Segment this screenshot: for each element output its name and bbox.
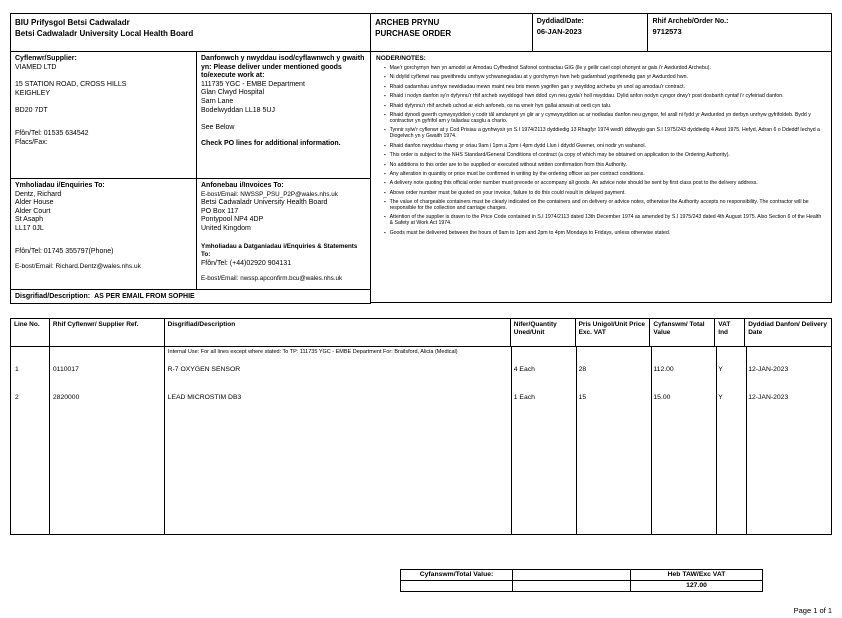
header-unit-price: Pris Unigol/Unit Price Exc. VAT [575,319,650,346]
enquiries-email: E-bost/Email: Richard.Dentz@wales.nhs.uk [15,263,141,271]
note-text: Mae'r gorchymyn hwn yn amodol ar Amodau Cyffredinol Safonol contractau GIG (lle y gellir cael copi ohonynt ar gais i'r Awdurdod Archebu). [389,65,711,71]
row-unit-price: 15 [578,394,587,401]
invoices-address-3: Pontypool NP4 4DP [201,216,264,224]
invoices-email-2: E-bost/Email: nwssp.apconfirm.bcu@wales.nhs.uk [201,275,343,283]
total-empty-cell [513,570,631,581]
spacer [15,72,192,81]
row-quantity: 4 Each [513,366,535,373]
note-text: Goods must be delivered between the hours of 9am to 1pm and 2pm to 4pm Mondays to Fridays, unless otherwise stated. [389,229,671,236]
table-row [11,366,831,374]
note-item [376,65,826,71]
check-po-note: Check PO lines for additional information. [201,139,341,147]
note-text: Rhaid dyfynnu'r rhif archeb uchod ar eich anfoneb, os na wneir hyn gallai arwain at oedi cyn talu. [389,102,612,109]
row-supplier-ref: 2820000 [52,394,80,401]
totals-table [400,569,763,592]
invoices-phone: Ffôn/Tel: (+44)02920 904131 [201,259,292,267]
column-divider [164,347,165,535]
document-title-cell [370,14,532,51]
note-text: Rhaid cadarnhau unrhyw newidiadau mewn maint neu bris mewn ysgrifen gan y swyddog archebu yn unol ag amodau'r contract. [389,83,686,90]
totals-value-row [401,581,763,592]
invoices-address-2: PO Box 117 [201,207,239,215]
total-empty-cell [401,581,513,592]
enquiries-section [10,178,197,290]
note-text: Above order number must be quoted on your invoice, failure to do this could result in delayed payment. [389,189,626,196]
bullet-icon: ▪ [384,74,386,80]
spacer [201,234,366,243]
deliver-to-line-4: Bodelwyddan LL18 5UJ [201,106,275,114]
spacer [15,234,192,248]
exc-vat-label: Heb TAW/Exc VAT [631,570,763,581]
total-value-label: Cyfanswm/Total Value: [401,570,513,581]
note-item [376,230,826,236]
note-item [376,162,826,168]
note-text: No additions to this order are to be supplied or executed without written confirmation from this Authority. [389,161,627,168]
organisation-name-welsh: BIU Prifysgol Betsi Cadwaladr [15,18,130,27]
invoices-section [196,178,371,290]
row-supplier-ref: 0110017 [52,366,79,373]
spacer [15,98,192,107]
note-text: A delivery note quoting this official order number must precede or accompany all goods. An advice note should be sent by first class post to the delivery address. [389,180,758,187]
note-item [376,214,826,226]
row-total-value: 15.00 [653,394,671,401]
bullet-icon: ▪ [384,189,386,195]
row-vat-ind: Y [718,366,723,373]
note-item [376,143,826,149]
header-quantity: Nifer/Quantity Uned/Unit [510,319,575,346]
order-date-value: 06-JAN-2023 [536,27,582,36]
note-text: Ni ddylid cyflenwi nau gweithredu unrhyw ychwanegiadau at y gorchymyn hwn heb gadarnhad ysgrifenedig gan yr Awdurdod hwn. [389,74,688,81]
note-item [376,171,826,177]
notes-section [370,51,832,303]
supplier-label: Cyflenwr/Supplier: [15,55,77,62]
column-divider [511,347,512,535]
notes-list [376,65,826,236]
row-line-no: 1 [15,366,19,373]
enquiries-contact-name: Dentz, Richard [15,190,62,198]
note-text: This order is subject to the NHS Standard/General Conditions of contract (a copy of which may be obtained on application to the Ordering Authority). [389,152,730,159]
spacer [15,116,192,130]
doc-title-english: PURCHASE ORDER [375,29,452,38]
column-divider [651,347,652,535]
bullet-icon: ▪ [384,229,386,235]
supplier-section [10,51,197,179]
column-divider [746,347,747,535]
internal-use-note: Internal Use: For all lines except where stated: To TP: 111735 YGC - EMBE Department For: Brailsford, Alicia (Medical) [168,349,458,355]
bullet-icon: ▪ [384,102,386,108]
supplier-address-1: 15 STATION ROAD, CROSS HILLS [15,81,127,89]
note-item [376,152,826,158]
spacer [201,115,366,124]
note-item [376,93,826,99]
bullet-icon: ▪ [384,152,386,158]
header-delivery-date: Dyddiad Danfon/ Delivery Date [744,319,831,346]
order-date-label: Dyddiad/Date: [536,18,584,25]
row-description: R-7 OXYGEN SENSOR [167,366,241,373]
organisation-name-english: Betsi Cadwaladr University Local Health Board [15,29,194,38]
note-item [376,190,826,196]
bullet-icon: ▪ [384,83,386,89]
order-date-cell [532,14,648,51]
enquiries-postcode: LL17 0JL [15,224,44,232]
supplier-fax: Ffacs/Fax: [15,138,48,146]
note-text: Rhaid i nodyn danfon sy'n dyfynnu'r rhif archeb swyddogol hwn ddod cyn neu gyda'r holl nwyddau. Dylid anfon nodyn cyngor drwy'r post dosbarth cyntaf i'r cyfeiriad danfon. [389,93,784,100]
order-number-cell [647,14,831,51]
enquiries-label: Ymholiadau i/Enquiries To: [15,182,105,189]
invoices-address-4: United Kingdom [201,224,251,232]
deliver-to-label: Danfonwch y nwyddau isod/cyflawnwch y gwaith yn: Please deliver under mentioned goods to/execute work at: [201,55,365,80]
note-item [376,199,826,211]
note-item [376,103,826,109]
row-description: LEAD MICROSTIM DB3 [167,394,242,401]
row-delivery-date: 12-JAN-2023 [748,366,789,373]
line-items-table [10,318,832,535]
note-item [376,127,826,139]
bullet-icon: ▪ [384,199,386,205]
enquiries-address-3: St Asaph [15,216,44,224]
order-description-row [10,289,371,304]
bullet-icon: ▪ [384,180,386,186]
organisation-cell [11,14,370,51]
order-description-value: AS PER EMAIL FROM SOPHIE [94,293,195,300]
note-text: Any alteration in quantity or price must be confirmed in writing by the ordering officer as per contract conditions. [389,170,645,177]
row-delivery-date: 12-JAN-2023 [748,394,789,401]
statements-label: Ymholiadau a Datganiadau i/Enquiries & Statements To: [201,242,358,259]
order-number-label: Rhif Archeb/Order No.: [652,18,729,25]
deliver-to-line-1: 111735 YGC - EMBE Department [201,80,305,88]
note-text: Tynnir sylw'r cyflenwr at y Cod Prisiau a gynhwysir yn S.I 1974/2113 dyddiedig 13 Rhagfyr 1974 wedi'i ddiwygio gan S.I 1975/243 dyddiedig 4 Awst 1975. Hefyd, Adran 6 o Ddeddf Iechyd a Diogelwch yn y Gwaith 1974. [389,127,820,140]
bullet-icon: ▪ [384,93,386,99]
doc-title-welsh: ARCHEB PRYNU [375,18,440,27]
note-text: Rhaid danfon nwyddau rhwng yr oriau 9am i 1pm a 2pm i 4pm dydd Llun i ddydd Gwener, oni nodir yn wahanol. [389,142,646,149]
column-divider [576,347,577,535]
row-total-value: 112.00 [653,366,674,373]
note-text: Attention of the supplier is drawn to the Price Code contained in S.I 1974/2113 dated 13th December 1974 as amended by S.I 1975/243 dated 4th August 1975. Also Section 6 of the Health & Safety at Work Act 1974. [389,214,822,227]
notes-label: NODER/NOTES: [376,55,426,62]
header-line-no: Line No. [14,321,40,328]
row-vat-ind: Y [718,394,723,401]
column-divider [716,347,717,535]
enquiries-phone: Ffôn/Tel: 01745 355797(Phone) [15,247,114,255]
row-unit-price: 28 [578,366,587,373]
bullet-icon: ▪ [384,65,386,70]
bullet-icon: ▪ [384,142,386,148]
order-description-label: Disgrifiad/Description: [15,293,91,300]
note-item [376,84,826,90]
spacer [201,133,366,140]
items-table-header-row [11,319,831,347]
header-supplier-ref: Rhif Cyflenwr/ Supplier Ref. [49,319,164,346]
items-table-body [11,347,831,535]
header-vat-ind: VAT Ind [714,319,744,346]
supplier-phone: Ffôn/Tel: 01535 634542 [15,129,89,137]
deliver-to-line-3: Sarn Lane [201,97,234,105]
deliver-to-section [196,51,371,179]
note-item [376,112,826,124]
bullet-icon: ▪ [384,161,386,167]
row-quantity: 1 Each [513,394,535,401]
enquiries-address-1: Alder House [15,199,54,207]
supplier-address-2: KEIGHLEY [15,89,51,97]
supplier-postcode: BD20 7DT [15,107,48,115]
bullet-icon: ▪ [384,214,386,220]
invoices-address-1: Betsi Cadwaladr University Health Board [201,199,328,207]
totals-header-row [401,570,763,581]
total-empty-cell [513,581,631,592]
row-line-no: 2 [15,394,19,401]
invoices-email: E-bost/Email: NWSSP_PSU_P2P@wales.nhs.uk [201,190,338,198]
note-item [376,180,826,186]
see-below-note: See Below [201,124,235,132]
column-divider [49,347,50,535]
table-row [11,394,831,402]
note-text: The value of chargeable containers must be clearly indicated on the containers and on delivery or advice notes, otherwise the Authority accepts no responsibility. The contractor will be responsible for the collection and carriage charges. [389,199,809,212]
page-number: Page 1 of 1 [793,606,832,615]
total-exc-vat-value: 127.00 [631,581,763,592]
note-text: Rhaid dynodi gwerth cynwysyddion y codir tâl amdanynt yn glir ar y cynwysyddion ac ar nodiadau danfon neu gyngor, fel arall ni fydd yr Awdurdod yn derbyn unrhyw gyfrifoldeb. Bydd y contractwr yn gyfrifol am y taliadau casglu a chario. [389,111,811,124]
spacer [15,256,192,263]
header-total-value: Cyfanswm/ Total Value [649,319,714,346]
order-number-value: 9712573 [652,27,682,36]
deliver-to-line-2: Glan Clwyd Hospital [201,89,265,97]
supplier-name: VIAMED LTD [15,63,57,71]
bullet-icon: ▪ [384,170,386,176]
bullet-icon: ▪ [384,111,386,117]
header-description: Disgrifiad/Description [164,319,510,346]
note-item [376,74,826,80]
spacer [201,268,366,275]
invoices-label: Anfonebau i/Invoices To: [201,182,284,189]
bullet-icon: ▪ [384,127,386,133]
enquiries-address-2: Alder Court [15,207,51,215]
document-header [10,13,832,52]
